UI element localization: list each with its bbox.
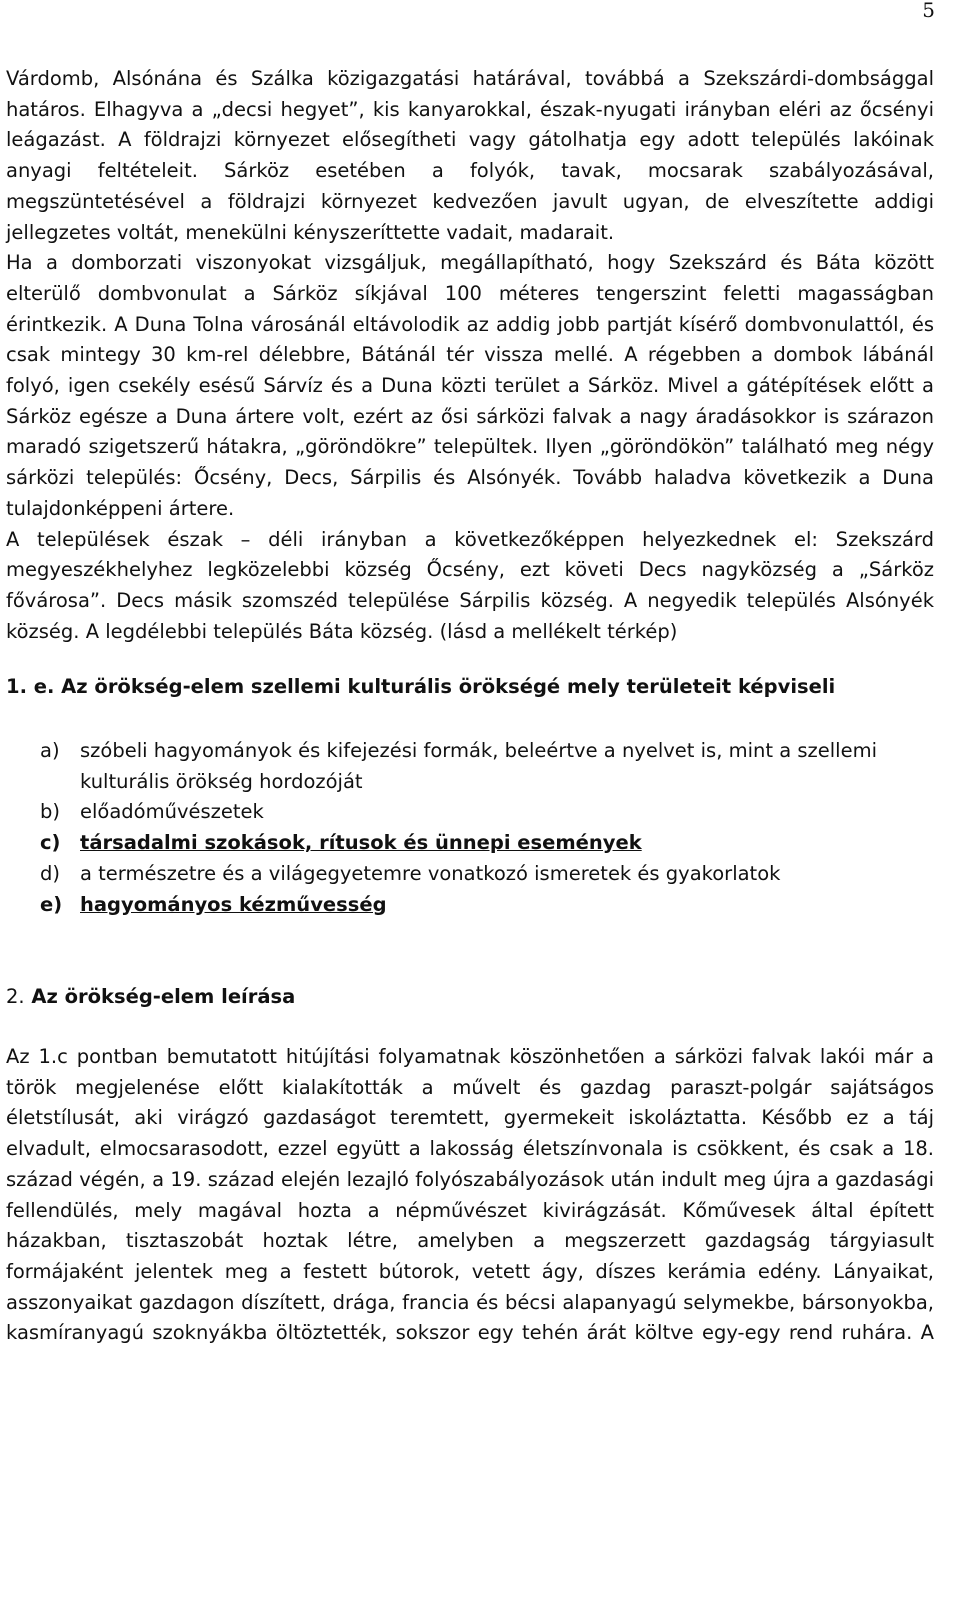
list-item-text: hagyományos kézművesség	[80, 892, 387, 916]
list-item-text: előadóművészetek	[80, 800, 264, 824]
list-item-text: szóbeli hagyományok és kifejezési formák, beleértve a nyelvet is, mint a szellemi kulturális örökség hordozóját	[80, 739, 878, 793]
paragraph-geography: Várdomb, Alsónána és Szálka közigazgatási határával, továbbá a Szekszárdi-dombsággal határos. Elhagyva a „decsi hegyet”, kis kanyarokkal, észak-nyugati irányban eléri az őcsényi leágazást. A földrajzi környezet elősegítheti vagy gátolhatja egy adott település lakóinak anyagi feltételeit. Sárköz esetében a folyók, tavak, mocsarak szabályozásával, megszüntetésével a földrajzi környezet kedvezően javult ugyan, de elveszítette addigi jellegzetes voltát, menekülni kényszeríttette vadait, madarait.	[6, 67, 934, 244]
section-2-heading	[6, 982, 934, 1013]
list-marker: d)	[40, 861, 60, 885]
list-marker: a)	[40, 739, 60, 763]
list-marker: c)	[40, 831, 61, 855]
page-number: 5	[922, 0, 935, 22]
list-item-selected	[6, 828, 934, 859]
paragraph-relief: Ha a domborzati viszonyokat vizsgáljuk, megállapítható, hogy Szekszárd és Báta között elterülő dombvonulat a Sárköz síkjával 100 méteres tengerszint feletti magasságban érintkezik. A Duna Tolna városánál eltávolodik az addig jobb partját kísérő dombvonulattól, és csak mintegy 30 km-rel délebbre, Bátánál tér vissza mellé. A régebben a dombok lábánál folyó, igen csekély esésű Sárvíz és a Duna közti terület a Sárköz. Mivel a gátépítések előtt a Sárköz egésze a Duna ártere volt, ezért az ősi sárközi falvak a nagy áradásokkor is szárazon maradó szigetszerű hátakra, „göröndökre” települtek. Ilyen „göröndökön” található meg négy sárközi település: Őcsény, Decs, Sárpilis és Alsónyék. Tovább haladva következik a Duna tulajdonképpeni ártere.	[6, 251, 934, 520]
section-2-title: Az örökség-elem leírása	[31, 985, 296, 1009]
list-item	[6, 859, 934, 890]
section-1e-heading: 1. e. Az örökség-elem szellemi kulturális örökségé mely területeit képviseli	[6, 675, 836, 699]
list-item	[6, 736, 934, 797]
paragraph-settlements: A települések észak – déli irányban a következőképpen helyezkednek el: Szekszárd megyeszékhelyhez legközelebbi község Őcsény, ezt követi Decs nagyközség a „Sárköz fővárosa”. Decs másik szomszéd települése Sárpilis község. A negyedik település Alsónyék község. A legdélebbi település Báta község. (lásd a mellékelt térkép)	[6, 527, 934, 643]
list-item	[6, 797, 934, 828]
section-2-number: 2.	[6, 985, 25, 1009]
heritage-domains-list	[6, 736, 934, 920]
list-marker: b)	[40, 800, 60, 824]
list-item-text: társadalmi szokások, rítusok és ünnepi események	[80, 831, 642, 855]
section-2-body: Az 1.c pontban bemutatott hitújítási folyamatnak köszönhetően a sárközi falvak lakói már a török megjelenése előtt kialakították a művelt és gazdag paraszt-polgár sajátságos életstílusát, aki virágzó gazdaságot teremtett, gyermekeit iskoláztatta. Később ez a táj elvadult, elmocsarasodott, ezzel együtt a lakosság életszínvonala is csökkent, és csak a 18. század végén, a 19. század elején lezajló folyószabályozások után indult meg újra a gazdasági fellendülés, mely magával hozta a népművészet kivirágzását. Kőművesek által épített házakban, tisztaszobát hoztak létre, amelyben a megszerzett gazdagság tárgyiasult formájaként jelentek meg a festett bútorok, vetett ágy, díszes kerámia edény. Lányaikat, asszonyaikat gazdagon díszített, drága, francia és bécsi alapanyagú selymekbe, bársonyokba, kasmíranyagú szoknyákba öltöztették, sokszor egy tehén árát költve egy-egy rend ruhára. A	[6, 1044, 934, 1345]
list-item-text: a természetre és a világegyetemre vonatkozó ismeretek és gyakorlatok	[80, 861, 781, 885]
list-item-selected	[6, 890, 934, 921]
list-marker: e)	[40, 892, 63, 916]
document-body	[6, 64, 934, 1349]
